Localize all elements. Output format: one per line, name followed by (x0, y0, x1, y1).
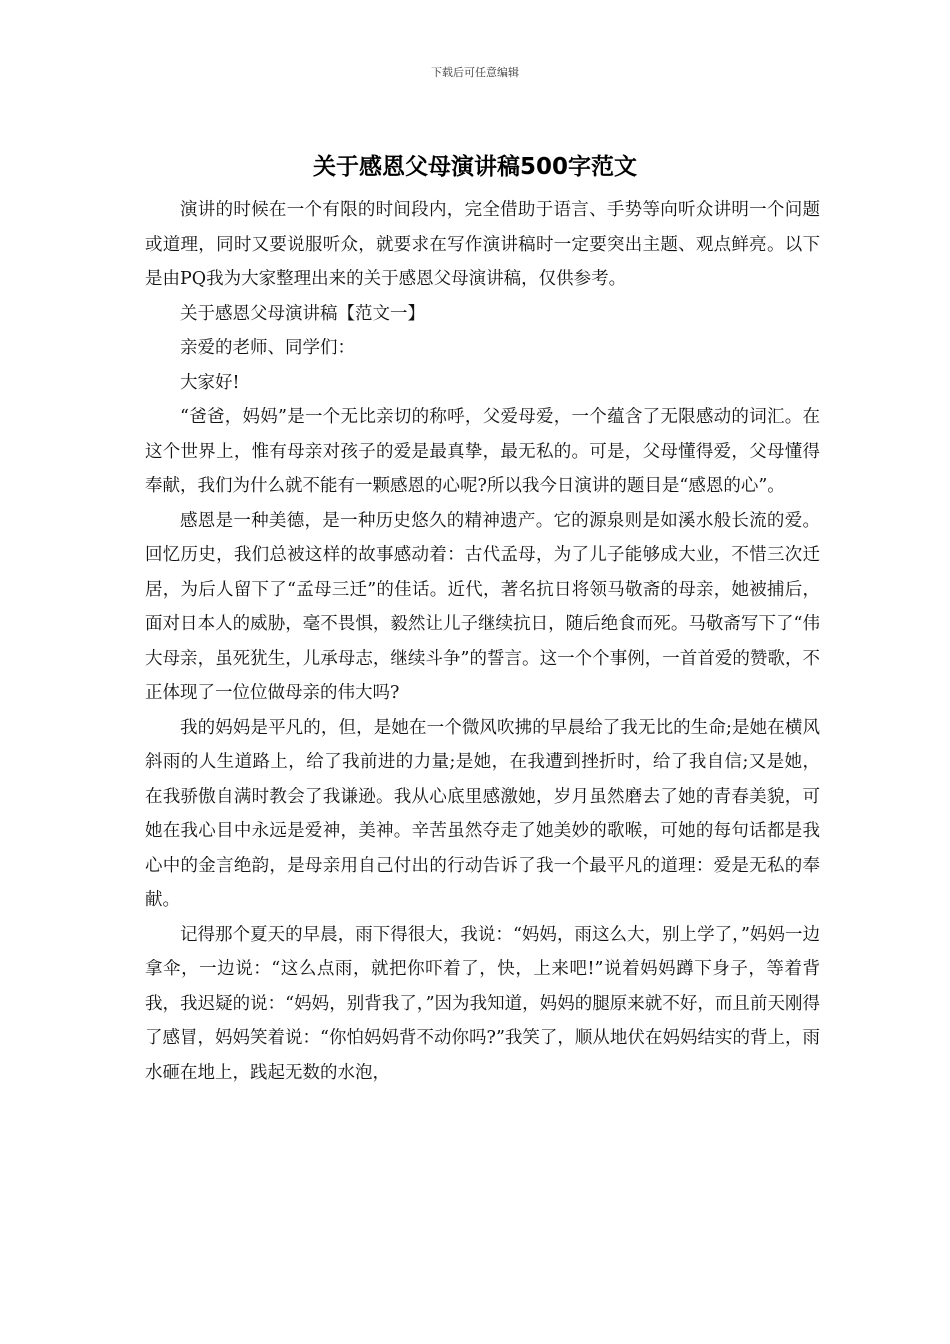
document-body (145, 193, 820, 1090)
paragraph-section-heading: 关于感恩父母演讲稿【范文一】 (180, 303, 425, 324)
document-title: 关于感恩父母演讲稿500字范文 (312, 154, 637, 180)
paragraph-salutation: 亲爱的老师、同学们： (180, 338, 355, 358)
paragraph-rainy-morning: 记得那个夏天的早晨，雨下得很大，我说：“妈妈，雨这么大，别上学了，”妈妈一边拿伞，一边说：“这么点雨，就把你吓着了，快，上来吧!”说着妈妈蹲下身子，等着背我，我迟疑的说：“妈妈，别背我了，”因为我知道，妈妈的腿原来就不好，而且前天刚得了感冒，妈妈笑着说：“你怕妈妈背不动你吗?”我笑了，顺从地伏在妈妈结实的背上，雨水砸在地上，践起无数的水泡， (145, 924, 820, 1083)
page-header-note: 下载后可任意编辑 (431, 66, 519, 79)
paragraph-parents: “爸爸，妈妈”是一个无比亲切的称呼，父爱母爱，一个蕴含了无限感动的词汇。在这个世界上，惟有母亲对孩子的爱是最真挚，最无私的。可是，父母懂得爱，父母懂得奉献，我们为什么就不能有一颗感恩的心呢?所以我今日演讲的题目是“感恩的心”。 (145, 407, 820, 496)
paragraph-intro: 演讲的时候在一个有限的时间段内，完全借助于语言、手势等向听众讲明一个问题或道理，同时又要说服听众，就要求在写作演讲稿时一定要突出主题、观点鲜亮。以下是由PQ我为大家整理出来的关于感恩父母演讲稿，仅供参考。 (145, 200, 820, 289)
paragraph-my-mother: 我的妈妈是平凡的，但，是她在一个微风吹拂的早晨给了我无比的生命;是她在横风斜雨的人生道路上，给了我前进的力量;是她，在我遭到挫折时，给了我自信;又是她，在我骄傲自满时教会了我谦逊。我从心底里感激她，岁月虽然磨去了她的青春美貌，可她在我心目中永远是爱神，美神。辛苦虽然夺走了她美妙的歌喉，可她的每句话都是我心中的金言绝韵，是母亲用自己付出的行动告诉了我一个最平凡的道理：爱是无私的奉献。 (145, 717, 820, 910)
paragraph-greeting: 大家好! (180, 372, 240, 393)
paragraph-gratitude-history: 感恩是一种美德，是一种历史悠久的精神遗产。它的源泉则是如溪水般长流的爱。回忆历史，我们总被这样的故事感动着：古代孟母，为了儿子能够成大业，不惜三次迁居，为后人留下了“孟母三迁”的佳话。近代，著名抗日将领马敬斋的母亲，她被捕后，面对日本人的威胁，毫不畏惧，毅然让儿子继续抗日，随后绝食而死。马敬斋写下了“伟大母亲，虽死犹生，儿承母志，继续斗争”的誓言。这一个个事例，一首首爱的赞歌，不正体现了一位位做母亲的伟大吗? (145, 510, 820, 703)
